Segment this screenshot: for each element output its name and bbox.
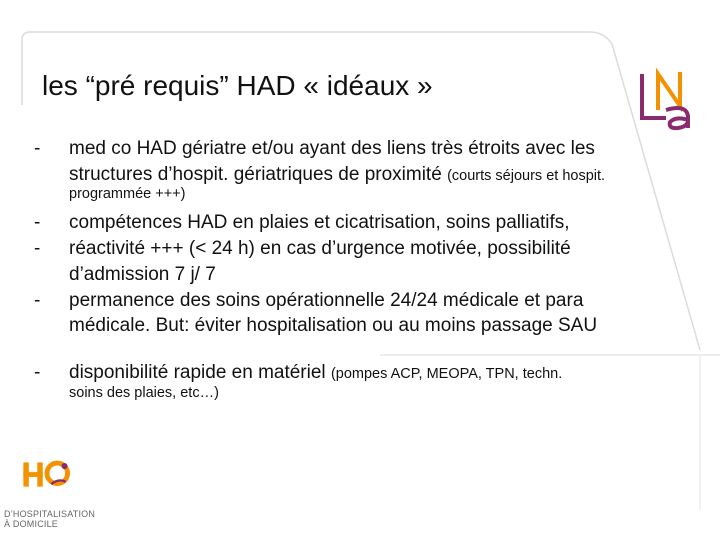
bullet-line: compétences HAD en plaies et cicatrisation, soins palliatifs,: [69, 212, 570, 233]
bullet-line: réactivité +++ (< 24 h) en cas d’urgence motivée, possibilité: [69, 238, 571, 259]
had-caption-line1: D’HOSPITALISATION: [4, 509, 96, 519]
bullet-note: (courts séjours et hospit.: [447, 168, 606, 184]
had-caption-line2: À DOMICILE: [4, 519, 59, 529]
bullet-line: [69, 164, 605, 186]
bullet-text: structures d’hospit. gériatriques de proximité: [69, 164, 442, 185]
bullet-line: médicale. But: éviter hospitalisation ou au moins passage SAU: [69, 315, 598, 336]
bullet-dash: -: [34, 238, 41, 259]
bullet-line: d’admission 7 j/ 7: [69, 264, 216, 285]
bullet-dash: -: [34, 290, 41, 311]
bullet-dash: -: [34, 362, 41, 383]
bullet-note: soins des plaies, etc…): [69, 385, 219, 401]
bullet-line: med co HAD gériatre et/ou ayant des liens très étroits avec les: [69, 138, 595, 159]
had-logo-icon: [4, 460, 96, 506]
bullet-note: programmée +++): [69, 186, 186, 202]
bullet-note: (pompes ACP, MEOPA, TPN, techn.: [330, 366, 563, 382]
bullet-dash: -: [34, 138, 41, 159]
had-caption: [4, 504, 96, 529]
bullet-line: permanence des soins opérationnelle 24/24 médicale et para: [69, 290, 584, 311]
lna-logo-icon: [636, 66, 696, 132]
bullet-dash: -: [34, 212, 41, 233]
bullet-text: disponibilité rapide en matériel: [69, 362, 326, 383]
slide-title: les “pré requis” HAD « idéaux »: [42, 70, 433, 101]
bullet-line: [69, 362, 562, 384]
